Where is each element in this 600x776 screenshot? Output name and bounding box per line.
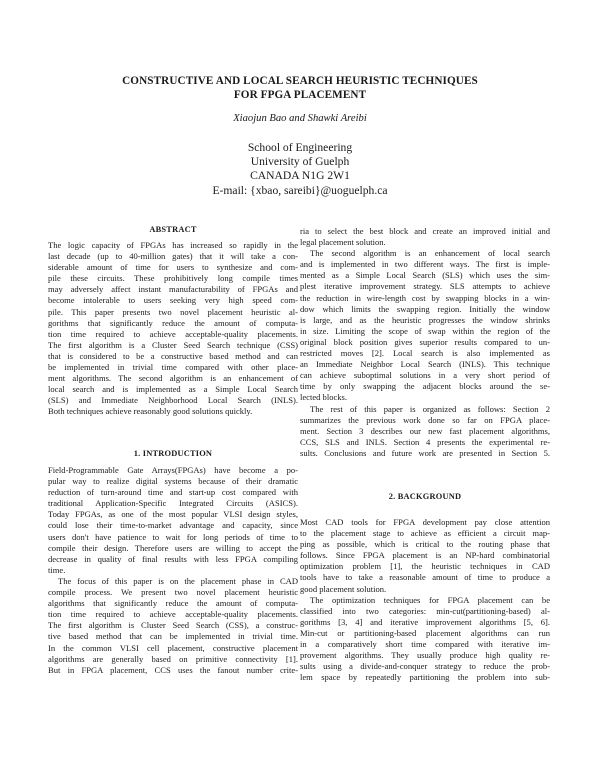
text-line: compile process. We present two novel placement heuristic — [48, 587, 298, 598]
text-line: Field-Programmable Gate Arrays(FPGAs) have become a po- — [48, 465, 298, 475]
text-line: ment. Section 3 describes our new fast placement algorithms, — [300, 425, 550, 436]
text-line: plest iterative improvement strategy. SLS attempts to achieve — [300, 281, 550, 292]
text-line: CCS, SLS and INLS. Section 4 presents the experimental re- — [300, 436, 550, 447]
text-line: sults. Conclusions and future work are presented in Section 5. — [300, 447, 550, 458]
text-line: tion time required to achieve acceptable-quality placements. — [48, 328, 298, 339]
text-line: Both techniques achieve reasonably good solutions quickly. — [48, 406, 253, 417]
text-line: Most CAD tools for FPGA development pay close attention — [300, 517, 550, 527]
text-line: lected blocks. — [300, 392, 347, 403]
text-line: lem space by repeatedly partitioning the problem into sub- — [300, 672, 550, 683]
text-line: sults using a divide-and-conquer strategy to reduce the prob- — [300, 661, 550, 672]
text-line: pular way to realize digital systems because of their dramatic — [48, 476, 298, 487]
text-line: is large, and as the heuristic progresses the window shrinks — [300, 314, 550, 325]
text-line: mented as a Simple Local Search (SLS) which uses the sim- — [300, 270, 550, 281]
text-line: The logic capacity of FPGAs has increased so rapidly in the — [48, 240, 298, 250]
text-line: pile. This paper presents two novel placement heuristic al- — [48, 306, 298, 317]
text-line: gorithms that significantly reduce the amount of computa- — [48, 317, 298, 328]
text-line: become intolerable to users seeking very high speed com- — [48, 295, 298, 306]
text-line: tion time required to achieve acceptable-quality placements. — [48, 609, 298, 620]
text-line: compile their design. Therefore users are willing to accept the — [48, 542, 298, 553]
text-line: classified into two categories: min-cut(partitioning-based) al- — [300, 605, 550, 616]
text-line: time. — [48, 564, 66, 575]
text-line: gorithms [3, 4] and iterative improvement algorithms [5, 6]. — [300, 616, 550, 627]
text-line: decrease in quality of final results with less FPGA compiling — [48, 553, 298, 564]
text-line: The first algorithm is Cluster Seed Search (CSS), a construc- — [48, 620, 298, 631]
title-line-1: CONSTRUCTIVE AND LOCAL SEARCH HEURISTIC TECHNIQUES — [122, 75, 478, 87]
text-line: dow which limits the swapping region. Initially the window — [300, 303, 550, 314]
intro-heading: 1. INTRODUCTION — [133, 449, 213, 458]
affiliation-email: E-mail: {xbao, sareibi}@uoguelph.ca — [212, 183, 388, 197]
text-line: pile these circuits. These prohibitively long compile times — [48, 273, 298, 284]
text-line: traditional Application-Specific Integrated Circuits (ASICS). — [48, 498, 298, 509]
text-line: be implemented in trivial time compared with other place- — [48, 362, 298, 373]
text-line: The optimization techniques for FPGA placement can be — [310, 594, 550, 605]
text-line: may adversely affect instant manufacturability of FPGAs and — [48, 284, 298, 295]
paper-title — [60, 74, 540, 102]
text-line: that is considered to be a constructive based method and can — [48, 350, 298, 361]
text-line: can achieve suboptimal solutions in a very short period of — [300, 370, 550, 381]
text-line: ria to select the best block and create an improved initial and — [300, 226, 550, 236]
affiliation-address: CANADA N1G 2W1 — [250, 169, 350, 183]
text-line: follows. Since FPGA placement is an NP-hard combinatorial — [300, 550, 550, 561]
text-line: The second algorithm is an enhancement of local search — [310, 248, 550, 259]
text-line: time by only swapping the adjacent blocks around the se- — [300, 381, 550, 392]
text-line: original block position gives superior results compared to un- — [300, 336, 550, 347]
text-line: an Immediate Neighbor Local Search (INLS). This technique — [300, 359, 550, 370]
text-line: in size. Limiting the scope of swap within the region of the — [300, 325, 550, 336]
text-line: algorithms that significantly reduce the amount of computa- — [48, 598, 298, 609]
text-line: local search and is implemented as a Simple Local Search — [48, 384, 298, 395]
text-line: But in FPGA placement, CCS uses the fanout number crite- — [48, 664, 298, 675]
text-line: restricted moves [2]. Local search is also implemented as — [300, 348, 550, 359]
text-line: The rest of this paper is organized as follows: Section 2 — [310, 403, 550, 414]
text-line: ping as possible, which is critical to the routing phase that — [300, 539, 550, 550]
affiliation-block — [60, 141, 540, 198]
text-line: could lose their time-to-market advantage and capacity, since — [48, 520, 298, 531]
text-line: algorithms are generally based on primitive connectivity [1]. — [48, 653, 298, 664]
affiliation-university: University of Guelph — [250, 155, 350, 169]
intro-body-continued — [300, 226, 550, 459]
affiliation-school: School of Engineering — [247, 141, 353, 154]
text-line: last decade (up to 40-million gates) that it will take a con- — [48, 251, 298, 262]
text-line: tools have to take a reasonable amount of time to produce a — [300, 572, 550, 583]
abstract-body — [48, 240, 298, 418]
text-line: to the placement stage to achieve as efficient a circuit map- — [300, 528, 550, 539]
background-body — [300, 517, 550, 683]
text-line: in a comparatively short time compared with iterative im- — [300, 639, 550, 650]
text-line: summarizes the previous work done so far on FPGA place- — [300, 414, 550, 425]
text-line: The focus of this paper is on the placement phase in CAD — [58, 575, 298, 586]
text-line: The first algorithm is a Cluster Seed Search technique (CSS) — [48, 339, 298, 350]
intro-body — [48, 465, 298, 676]
text-line: and is implemented in two different ways. The first is imple- — [300, 259, 550, 270]
text-line: provement algorithms. They usually produce high quality re- — [300, 650, 550, 661]
text-line: Today FPGAs, as one of the most popular VLSI design styles, — [48, 509, 298, 520]
text-line: (SLS) and Immediate Neighborhood Local Search (INLS). — [48, 395, 298, 406]
text-line: legal placement solution. — [300, 237, 386, 248]
text-line: reduction of turn-around time and start-up cost compared with — [48, 487, 298, 498]
text-line: Min-cut or partitioning-based placement algorithms can run — [300, 627, 550, 638]
text-line: siderable amount of time for users to synthesize and com- — [48, 262, 298, 273]
text-line: In the common VLSI cell placement, constructive placement — [48, 642, 298, 653]
background-heading: 2. BACKGROUND — [388, 492, 462, 501]
text-line: optimization problem [1], the heuristic techniques in CAD — [300, 561, 550, 572]
text-line: the reduction in wire-length cost by swapping blocks in a win- — [300, 292, 550, 303]
abstract-heading: ABSTRACT — [149, 225, 197, 234]
text-line: good placement solution. — [300, 583, 387, 594]
title-line-2: FOR FPGA PLACEMENT — [233, 89, 367, 101]
author-names: Xiaojun Bao and Shawki Areibi — [233, 113, 367, 124]
text-line: ment algorithms. The second algorithm is an enhancement of — [48, 373, 298, 384]
text-line: tive based method that can be implemented in trivial time. — [48, 631, 298, 642]
text-line: users don't have patience to wait for long periods of time to — [48, 531, 298, 542]
